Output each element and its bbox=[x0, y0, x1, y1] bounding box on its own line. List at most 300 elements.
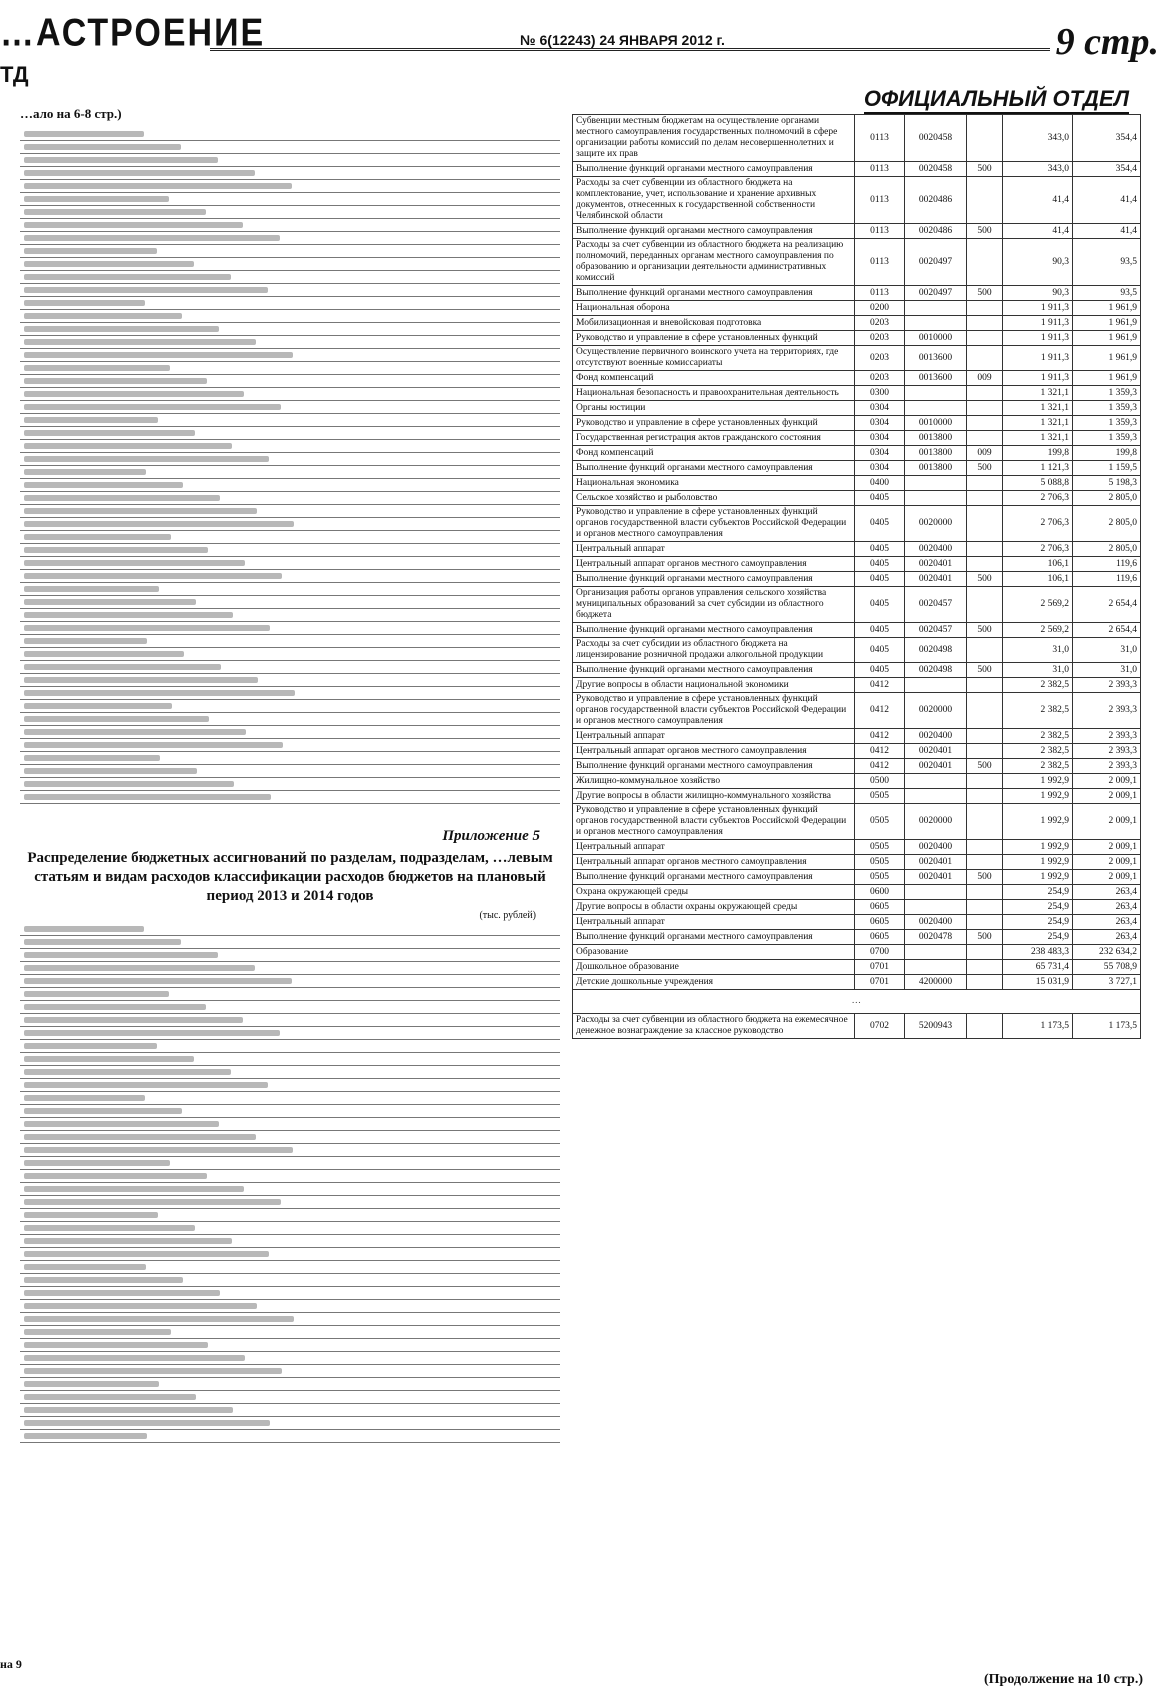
table-cell: 2 382,5 bbox=[1003, 744, 1073, 759]
table-row bbox=[573, 774, 1141, 789]
table-cell: 0505 bbox=[855, 840, 905, 855]
table-row bbox=[573, 789, 1141, 804]
faded-row bbox=[20, 1014, 560, 1027]
table-cell: 0113 bbox=[855, 239, 905, 286]
table-cell bbox=[967, 693, 1003, 729]
table-cell: 1 961,9 bbox=[1073, 346, 1141, 371]
table-cell: Выполнение функций органами местного самоуправления bbox=[573, 286, 855, 301]
table-cell: 500 bbox=[967, 572, 1003, 587]
faded-row bbox=[20, 557, 560, 570]
table-cell: 0113 bbox=[855, 286, 905, 301]
table-cell: 1 121,3 bbox=[1003, 461, 1073, 476]
left-column bbox=[20, 106, 560, 1666]
table-cell: 343,0 bbox=[1003, 115, 1073, 162]
table-cell: 0702 bbox=[855, 1014, 905, 1039]
table-row bbox=[573, 371, 1141, 386]
table-row bbox=[573, 744, 1141, 759]
table-cell: 90,3 bbox=[1003, 286, 1073, 301]
table-cell: 500 bbox=[967, 930, 1003, 945]
table-cell: 1 961,9 bbox=[1073, 371, 1141, 386]
table-cell: 0020401 bbox=[905, 855, 967, 870]
table-cell: 0013800 bbox=[905, 461, 967, 476]
faded-row bbox=[20, 453, 560, 466]
table-cell: 1 911,3 bbox=[1003, 301, 1073, 316]
table-cell: 2 569,2 bbox=[1003, 587, 1073, 623]
table-cell: 1 173,5 bbox=[1003, 1014, 1073, 1039]
table-cell: 0113 bbox=[855, 115, 905, 162]
faded-row bbox=[20, 362, 560, 375]
faded-row bbox=[20, 297, 560, 310]
faded-row bbox=[20, 765, 560, 778]
table-cell: 106,1 bbox=[1003, 557, 1073, 572]
faded-row bbox=[20, 1053, 560, 1066]
table-cell: 3 727,1 bbox=[1073, 975, 1141, 990]
table-cell: 0405 bbox=[855, 491, 905, 506]
table-cell: 5 088,8 bbox=[1003, 476, 1073, 491]
faded-row bbox=[20, 687, 560, 700]
table-cell: 500 bbox=[967, 663, 1003, 678]
table-cell: 199,8 bbox=[1003, 446, 1073, 461]
table-cell: 2 009,1 bbox=[1073, 774, 1141, 789]
table-cell bbox=[905, 789, 967, 804]
table-cell: 0700 bbox=[855, 945, 905, 960]
table-cell: 2 382,5 bbox=[1003, 729, 1073, 744]
table-cell: 2 805,0 bbox=[1073, 542, 1141, 557]
table-cell: 0304 bbox=[855, 431, 905, 446]
table-row bbox=[573, 623, 1141, 638]
table-cell: 2 706,3 bbox=[1003, 491, 1073, 506]
table-cell: 0020486 bbox=[905, 177, 967, 224]
faded-row bbox=[20, 778, 560, 791]
right-column bbox=[572, 114, 1140, 1039]
faded-row bbox=[20, 336, 560, 349]
faded-row bbox=[20, 596, 560, 609]
faded-row bbox=[20, 1404, 560, 1417]
table-cell: 0020498 bbox=[905, 638, 967, 663]
table-cell: 0405 bbox=[855, 623, 905, 638]
faded-row bbox=[20, 128, 560, 141]
faded-row bbox=[20, 375, 560, 388]
newspaper-name: …АСТРОЕНИЕ bbox=[0, 11, 266, 55]
table-cell bbox=[967, 587, 1003, 623]
table-cell: 2 393,3 bbox=[1073, 759, 1141, 774]
masthead bbox=[0, 11, 1173, 74]
faded-row bbox=[20, 1092, 560, 1105]
table-cell: Образование bbox=[573, 945, 855, 960]
table-cell: 0600 bbox=[855, 885, 905, 900]
faded-row bbox=[20, 622, 560, 635]
table-cell: 2 569,2 bbox=[1003, 623, 1073, 638]
faded-row bbox=[20, 1170, 560, 1183]
faded-row bbox=[20, 232, 560, 245]
table-row bbox=[573, 572, 1141, 587]
table-cell: Детские дошкольные учреждения bbox=[573, 975, 855, 990]
table-row bbox=[573, 663, 1141, 678]
table-cell: 0020486 bbox=[905, 224, 967, 239]
table-cell: Руководство и управление в сфере установленных функций bbox=[573, 331, 855, 346]
table-cell: 500 bbox=[967, 224, 1003, 239]
table-row bbox=[573, 693, 1141, 729]
table-cell: 1 321,1 bbox=[1003, 416, 1073, 431]
faded-row bbox=[20, 1326, 560, 1339]
faded-row bbox=[20, 271, 560, 284]
table-cell: 1 992,9 bbox=[1003, 840, 1073, 855]
appendix-label: Приложение 5 bbox=[442, 828, 540, 844]
table-row bbox=[573, 960, 1141, 975]
table-cell: 1 321,1 bbox=[1003, 431, 1073, 446]
faded-row bbox=[20, 1027, 560, 1040]
table-row bbox=[573, 759, 1141, 774]
table-row bbox=[573, 416, 1141, 431]
faded-row bbox=[20, 219, 560, 232]
table-cell: Жилищно-коммунальное хозяйство bbox=[573, 774, 855, 789]
table-cell: Фонд компенсаций bbox=[573, 446, 855, 461]
table-cell: 009 bbox=[967, 446, 1003, 461]
table-cell: 0020000 bbox=[905, 804, 967, 840]
faded-row bbox=[20, 206, 560, 219]
table-cell: 254,9 bbox=[1003, 915, 1073, 930]
table-cell: 106,1 bbox=[1003, 572, 1073, 587]
table-cell: 15 031,9 bbox=[1003, 975, 1073, 990]
continued-note: (Продолжение на 10 стр.) bbox=[984, 1672, 1143, 1687]
table-cell: 0200 bbox=[855, 301, 905, 316]
table-cell: 500 bbox=[967, 870, 1003, 885]
table-row bbox=[573, 804, 1141, 840]
faded-row bbox=[20, 258, 560, 271]
table-cell: 2 805,0 bbox=[1073, 506, 1141, 542]
faded-row bbox=[20, 414, 560, 427]
faded-row bbox=[20, 531, 560, 544]
table-cell: Выполнение функций органами местного самоуправления bbox=[573, 162, 855, 177]
table-cell: Дошкольное образование bbox=[573, 960, 855, 975]
faded-row bbox=[20, 1040, 560, 1053]
table-cell: 354,4 bbox=[1073, 162, 1141, 177]
table-cell: Выполнение функций органами местного самоуправления bbox=[573, 930, 855, 945]
table-cell: 0020401 bbox=[905, 870, 967, 885]
table-row bbox=[573, 476, 1141, 491]
faded-row bbox=[20, 518, 560, 531]
table-cell: 0013600 bbox=[905, 346, 967, 371]
table-cell: Расходы за счет субвенции из областного бюджета на реализацию полномочий, переданных органам местного самоуправления по образованию и организации деятельности административных комиссий bbox=[573, 239, 855, 286]
table-cell: 1 992,9 bbox=[1003, 804, 1073, 840]
table-cell: 0304 bbox=[855, 446, 905, 461]
table-cell: 2 382,5 bbox=[1003, 693, 1073, 729]
table-cell: 0013600 bbox=[905, 371, 967, 386]
table-cell: 0020401 bbox=[905, 759, 967, 774]
table-cell: 0412 bbox=[855, 744, 905, 759]
table-cell: 0405 bbox=[855, 587, 905, 623]
table-cell: 263,4 bbox=[1073, 900, 1141, 915]
table-cell bbox=[905, 885, 967, 900]
table-cell: Выполнение функций органами местного самоуправления bbox=[573, 623, 855, 638]
table-row bbox=[573, 870, 1141, 885]
table-cell: 1 992,9 bbox=[1003, 870, 1073, 885]
faded-row bbox=[20, 936, 560, 949]
table-cell bbox=[967, 346, 1003, 371]
table-cell: 0405 bbox=[855, 506, 905, 542]
faded-row bbox=[20, 154, 560, 167]
faded-row bbox=[20, 544, 560, 557]
table-cell: 0405 bbox=[855, 638, 905, 663]
table-cell bbox=[967, 678, 1003, 693]
table-row bbox=[573, 945, 1141, 960]
table-cell: Расходы за счет субвенции из областного бюджета на комплектование, учет, использование и хранение архивных документов, отнесенных к государственной собственности Челябинской области bbox=[573, 177, 855, 224]
table-cell bbox=[967, 301, 1003, 316]
table-cell: 5 198,3 bbox=[1073, 476, 1141, 491]
table-cell: 0020458 bbox=[905, 162, 967, 177]
table-cell: 1 961,9 bbox=[1073, 316, 1141, 331]
faded-row bbox=[20, 739, 560, 752]
table-row bbox=[573, 678, 1141, 693]
table-row bbox=[573, 1014, 1141, 1039]
faded-row bbox=[20, 141, 560, 154]
table-cell bbox=[905, 774, 967, 789]
table-cell: 0505 bbox=[855, 855, 905, 870]
table-cell: 41,4 bbox=[1003, 177, 1073, 224]
table-cell: 0020401 bbox=[905, 744, 967, 759]
table-cell: 0203 bbox=[855, 331, 905, 346]
table-cell: 65 731,4 bbox=[1003, 960, 1073, 975]
faded-row bbox=[20, 1339, 560, 1352]
table-cell: 2 382,5 bbox=[1003, 759, 1073, 774]
table-cell: 0013800 bbox=[905, 431, 967, 446]
faded-row bbox=[20, 1300, 560, 1313]
table-cell: 1 911,3 bbox=[1003, 371, 1073, 386]
table-cell: 2 654,4 bbox=[1073, 623, 1141, 638]
faded-row bbox=[20, 1352, 560, 1365]
table-cell bbox=[905, 678, 967, 693]
faded-row bbox=[20, 284, 560, 297]
table-cell: 0113 bbox=[855, 177, 905, 224]
faded-row bbox=[20, 492, 560, 505]
table-cell bbox=[967, 638, 1003, 663]
faded-row bbox=[20, 349, 560, 362]
table-row bbox=[573, 638, 1141, 663]
table-row bbox=[573, 915, 1141, 930]
table-row bbox=[573, 729, 1141, 744]
table-cell: 0304 bbox=[855, 401, 905, 416]
faded-row bbox=[20, 713, 560, 726]
table-cell bbox=[967, 331, 1003, 346]
table-cell: 0020401 bbox=[905, 572, 967, 587]
table-cell bbox=[967, 960, 1003, 975]
table-cell: 31,0 bbox=[1073, 663, 1141, 678]
faded-row bbox=[20, 923, 560, 936]
table-cell: 0020478 bbox=[905, 930, 967, 945]
table-cell: 1 911,3 bbox=[1003, 331, 1073, 346]
table-cell: 2 393,3 bbox=[1073, 744, 1141, 759]
table-cell bbox=[967, 975, 1003, 990]
table-cell: 1 321,1 bbox=[1003, 401, 1073, 416]
table-cell: 354,4 bbox=[1073, 115, 1141, 162]
table-cell bbox=[967, 476, 1003, 491]
table-cell: 0300 bbox=[855, 386, 905, 401]
table-cell: 1 911,3 bbox=[1003, 346, 1073, 371]
table-row bbox=[573, 431, 1141, 446]
table-cell: 93,5 bbox=[1073, 286, 1141, 301]
table-cell bbox=[967, 239, 1003, 286]
table-cell: 0020457 bbox=[905, 587, 967, 623]
table-cell: 0405 bbox=[855, 572, 905, 587]
faded-row bbox=[20, 1235, 560, 1248]
faded-row bbox=[20, 1222, 560, 1235]
table-cell: Выполнение функций органами местного самоуправления bbox=[573, 870, 855, 885]
table-cell: 0405 bbox=[855, 663, 905, 678]
table-cell: Охрана окружающей среды bbox=[573, 885, 855, 900]
table-cell: 2 009,1 bbox=[1073, 789, 1141, 804]
table-cell: 500 bbox=[967, 623, 1003, 638]
table-cell: 1 321,1 bbox=[1003, 386, 1073, 401]
table-cell: 0701 bbox=[855, 975, 905, 990]
table-cell: 0605 bbox=[855, 915, 905, 930]
faded-row bbox=[20, 193, 560, 206]
table-cell bbox=[967, 789, 1003, 804]
table-cell bbox=[967, 542, 1003, 557]
faded-row bbox=[20, 440, 560, 453]
table-cell: 1 992,9 bbox=[1003, 774, 1073, 789]
table-row bbox=[573, 557, 1141, 572]
page-number: 9 стр. bbox=[1055, 21, 1159, 63]
table-cell: Организация работы органов управления сельского хозяйства муниципальных образований за счет субсидии из областного бюджета bbox=[573, 587, 855, 623]
table-row bbox=[573, 491, 1141, 506]
table-cell: Расходы за счет субсидии из областного бюджета на лицензирование розничной продажи алкогольной продукции bbox=[573, 638, 855, 663]
faded-row bbox=[20, 661, 560, 674]
faded-row bbox=[20, 1274, 560, 1287]
table-row bbox=[573, 239, 1141, 286]
table-cell: 238 483,3 bbox=[1003, 945, 1073, 960]
table-cell: 1 992,9 bbox=[1003, 789, 1073, 804]
table-row bbox=[573, 401, 1141, 416]
table-cell: 0701 bbox=[855, 960, 905, 975]
table-cell: 2 706,3 bbox=[1003, 542, 1073, 557]
continued-from: …ало на 6-8 стр.) bbox=[20, 106, 122, 121]
table-row bbox=[573, 840, 1141, 855]
table-cell: 0505 bbox=[855, 789, 905, 804]
faded-row bbox=[20, 1157, 560, 1170]
table-cell: 2 009,1 bbox=[1073, 870, 1141, 885]
table-cell: 1 159,5 bbox=[1073, 461, 1141, 476]
table-row bbox=[573, 331, 1141, 346]
table-cell bbox=[967, 115, 1003, 162]
table-cell: 2 654,4 bbox=[1073, 587, 1141, 623]
faded-row bbox=[20, 752, 560, 765]
table-cell: 31,0 bbox=[1003, 638, 1073, 663]
table-cell: 0605 bbox=[855, 930, 905, 945]
table-cell: 254,9 bbox=[1003, 930, 1073, 945]
table-cell bbox=[967, 506, 1003, 542]
table-cell bbox=[967, 431, 1003, 446]
table-cell: 0412 bbox=[855, 759, 905, 774]
faded-row bbox=[20, 1196, 560, 1209]
left-footer: на 9 bbox=[0, 1657, 22, 1671]
faded-row bbox=[20, 323, 560, 336]
table-cell: Руководство и управление в сфере установленных функций органов государственной власти субъектов Российской Федерации и органов местного самоуправления bbox=[573, 506, 855, 542]
table-cell: Государственная регистрация актов гражданского состояния bbox=[573, 431, 855, 446]
table-cell bbox=[905, 491, 967, 506]
table-row bbox=[573, 542, 1141, 557]
faded-row bbox=[20, 1066, 560, 1079]
table-cell bbox=[967, 729, 1003, 744]
table-cell: 0605 bbox=[855, 900, 905, 915]
faded-row bbox=[20, 609, 560, 622]
faded-row bbox=[20, 791, 560, 804]
table-cell bbox=[967, 804, 1003, 840]
table-cell bbox=[967, 855, 1003, 870]
table-cell bbox=[967, 491, 1003, 506]
faded-row bbox=[20, 1430, 560, 1443]
table-cell: Фонд компенсаций bbox=[573, 371, 855, 386]
table-cell bbox=[967, 744, 1003, 759]
table-cell: 0020497 bbox=[905, 286, 967, 301]
table-cell: 0203 bbox=[855, 371, 905, 386]
table-cell bbox=[905, 386, 967, 401]
table-cell: 263,4 bbox=[1073, 885, 1141, 900]
table-cell: Осуществление первичного воинского учета на территориях, где отсутствуют военные комиссариаты bbox=[573, 346, 855, 371]
table-cell: 1 173,5 bbox=[1073, 1014, 1141, 1039]
table-cell: 0405 bbox=[855, 542, 905, 557]
table-cell: 0304 bbox=[855, 416, 905, 431]
table-cell: 0020498 bbox=[905, 663, 967, 678]
table-cell: Центральный аппарат bbox=[573, 915, 855, 930]
faded-row bbox=[20, 635, 560, 648]
table-row bbox=[573, 900, 1141, 915]
faded-row bbox=[20, 726, 560, 739]
table-cell: 0505 bbox=[855, 804, 905, 840]
faded-row bbox=[20, 1313, 560, 1326]
table-cell: 1 961,9 bbox=[1073, 301, 1141, 316]
table-cell: Выполнение функций органами местного самоуправления bbox=[573, 224, 855, 239]
table-cell: Центральный аппарат bbox=[573, 840, 855, 855]
table-cell: Центральный аппарат bbox=[573, 729, 855, 744]
table-cell: 0405 bbox=[855, 557, 905, 572]
table-cell: Сельское хозяйство и рыболовство bbox=[573, 491, 855, 506]
table-cell: Субвенции местным бюджетам на осуществление органами местного самоуправления государственных полномочий в сфере организации работы комиссий по делам несовершеннолетних и защите их прав bbox=[573, 115, 855, 162]
faded-row bbox=[20, 975, 560, 988]
faded-row bbox=[20, 1105, 560, 1118]
table-cell: 1 359,3 bbox=[1073, 401, 1141, 416]
table-cell: 55 708,9 bbox=[1073, 960, 1141, 975]
table-cell: 2 009,1 bbox=[1073, 804, 1141, 840]
table-cell: Национальная экономика bbox=[573, 476, 855, 491]
faded-row bbox=[20, 401, 560, 414]
faded-row bbox=[20, 466, 560, 479]
table-cell: 263,4 bbox=[1073, 915, 1141, 930]
table-cell: 2 805,0 bbox=[1073, 491, 1141, 506]
faded-row bbox=[20, 1391, 560, 1404]
table-cell bbox=[967, 945, 1003, 960]
table-cell: 0505 bbox=[855, 870, 905, 885]
table-cell: 500 bbox=[967, 461, 1003, 476]
faded-row bbox=[20, 1287, 560, 1300]
left-table-bottom bbox=[20, 923, 560, 1443]
table-cell: 254,9 bbox=[1003, 900, 1073, 915]
table-cell: Выполнение функций органами местного самоуправления bbox=[573, 663, 855, 678]
table-cell: 500 bbox=[967, 286, 1003, 301]
table-cell: 0412 bbox=[855, 693, 905, 729]
table-cell: Другие вопросы в области охраны окружающей среды bbox=[573, 900, 855, 915]
table-cell: 41,4 bbox=[1003, 224, 1073, 239]
faded-row bbox=[20, 1378, 560, 1391]
omitted-rows: … bbox=[573, 990, 1141, 1014]
table-cell: Национальная оборона bbox=[573, 301, 855, 316]
table-cell bbox=[967, 885, 1003, 900]
table-cell: 41,4 bbox=[1073, 177, 1141, 224]
faded-row bbox=[20, 648, 560, 661]
table-cell bbox=[905, 945, 967, 960]
table-cell: 2 393,3 bbox=[1073, 678, 1141, 693]
table-cell: Руководство и управление в сфере установленных функций органов государственной власти субъектов Российской Федерации и органов местного самоуправления bbox=[573, 804, 855, 840]
table-cell: 0020000 bbox=[905, 693, 967, 729]
